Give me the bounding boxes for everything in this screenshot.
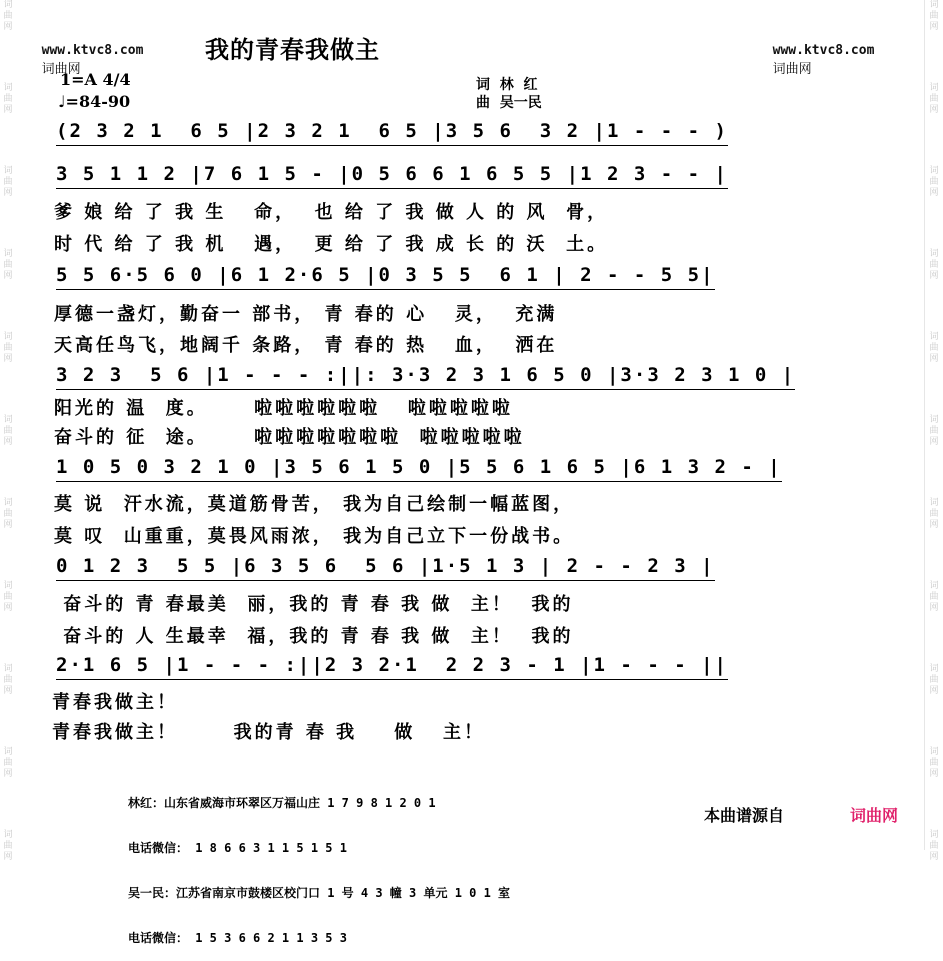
watermark-text: 词曲网 bbox=[3, 498, 13, 530]
watermark-text: 词曲网 bbox=[929, 332, 939, 364]
site-url-left-text: www.ktvc8.com bbox=[41, 43, 144, 58]
notation-row-7: 2·1 6 5 |1 - - - :||2 3 2·1 2 2 3 - 1 |1 - - - || bbox=[56, 654, 728, 680]
watermark-text: 词曲网 bbox=[929, 83, 939, 115]
watermark-text: 词曲网 bbox=[929, 581, 939, 613]
watermark-right bbox=[927, 0, 941, 862]
watermark-text: 词曲网 bbox=[3, 747, 13, 779]
contact-line-2: 电话微信： 1 8 6 6 3 1 1 5 1 5 1 bbox=[128, 841, 347, 855]
composer-credit: 曲 吴一民 bbox=[476, 95, 542, 111]
contact-line-3: 吴一民：江苏省南京市鼓楼区校门口 1 号 4 3 幢 3 单元 1 0 1 室 bbox=[128, 886, 511, 900]
notation-row-2: 3 5 1 1 2 |7 6 1 5 - |0 5 6 6 1 6 5 5 |1 2 3 - - | bbox=[56, 163, 728, 189]
watermark-text: 词曲网 bbox=[929, 0, 939, 32]
watermark-text: 词曲网 bbox=[3, 415, 13, 447]
footer-contacts bbox=[128, 766, 510, 961]
notation-row-3: 5 5 6·5 6 0 |6 1 2·6 5 |0 3 5 5 6 1 | 2 - - 5 5| bbox=[56, 264, 715, 290]
page-divider bbox=[924, 0, 925, 850]
lyric-line-10: 奋斗的 人 生最幸 福，我的 青 春 我 做 主！ 我的 bbox=[54, 626, 574, 647]
key-signature: 1=A 4/4 bbox=[60, 70, 131, 89]
watermark-text: 词曲网 bbox=[929, 166, 939, 198]
lyric-line-6: 奋斗的 征 途。 啦啦啦啦啦啦啦 啦啦啦啦啦 bbox=[54, 427, 525, 448]
watermark-text: 词曲网 bbox=[3, 83, 13, 115]
watermark-text: 词曲网 bbox=[929, 415, 939, 447]
watermark-text: 词曲网 bbox=[3, 830, 13, 862]
lyric-line-9: 奋斗的 青 春最美 丽，我的 青 春 我 做 主！ 我的 bbox=[54, 594, 574, 615]
source-site-link[interactable]: 词曲网 bbox=[850, 806, 899, 825]
notation-row-1: (2 3 2 1 6 5 |2 3 2 1 6 5 |3 5 6 3 2 |1 - - - ) bbox=[56, 120, 728, 146]
tempo-marking: ♩=84-90 bbox=[58, 92, 131, 111]
lyric-line-12: 青春我做主！ 我的青 春 我 做 主！ bbox=[52, 722, 485, 743]
site-url-right[interactable] bbox=[757, 28, 874, 77]
watermark-text: 词曲网 bbox=[929, 249, 939, 281]
source-label: 本曲谱源自 bbox=[704, 806, 785, 825]
notation-row-6: 0 1 2 3 5 5 |6 3 5 6 5 6 |1·5 1 3 | 2 - - 2 3 | bbox=[56, 555, 715, 581]
contact-line-4: 电话微信： 1 5 3 6 6 2 1 1 3 5 3 bbox=[128, 931, 347, 945]
site-name-right: 词曲网 bbox=[772, 62, 812, 77]
watermark-text: 词曲网 bbox=[3, 0, 13, 32]
site-name-left: 词曲网 bbox=[41, 62, 81, 77]
lyric-line-7: 莫 说 汗水流，莫道筋骨苦， 我为自己绘制一幅蓝图， bbox=[54, 494, 575, 515]
watermark-text: 词曲网 bbox=[3, 166, 13, 198]
watermark-text: 词曲网 bbox=[929, 747, 939, 779]
notation-row-5: 1 0 5 0 3 2 1 0 |3 5 6 1 5 0 |5 5 6 1 6 5 |6 1 3 2 - | bbox=[56, 456, 782, 482]
lyricist-credit: 词 林 红 bbox=[476, 77, 538, 93]
notation-row-4: 3 2 3 5 6 |1 - - - :||: 3·3 2 3 1 6 5 0 |3·3 2 3 1 0 | bbox=[56, 364, 795, 390]
watermark-text: 词曲网 bbox=[929, 664, 939, 696]
watermark-text: 词曲网 bbox=[929, 830, 939, 862]
lyric-line-2: 时 代 给 了 我 机 遇， 更 给 了 我 成 长 的 沃 土。 bbox=[54, 234, 609, 255]
page-title: 我的青春我做主 bbox=[205, 35, 380, 64]
site-url-right-text: www.ktvc8.com bbox=[772, 43, 875, 58]
contact-line-1: 林红：山东省威海市环翠区万福山庄 1 7 9 8 1 2 0 1 bbox=[128, 796, 436, 810]
watermark-text: 词曲网 bbox=[3, 332, 13, 364]
lyric-line-8: 莫 叹 山重重，莫畏风雨浓， 我为自己立下一份战书。 bbox=[54, 526, 575, 547]
lyric-line-3: 厚德一盏灯，勤奋一 部书， 青 春的 心 灵， 充满 bbox=[54, 304, 558, 325]
watermark-text: 词曲网 bbox=[3, 249, 13, 281]
lyric-line-5: 阳光的 温 度。 啦啦啦啦啦啦 啦啦啦啦啦 bbox=[54, 398, 513, 419]
watermark-text: 词曲网 bbox=[929, 498, 939, 530]
watermark-left bbox=[1, 0, 15, 862]
watermark-text: 词曲网 bbox=[3, 581, 13, 613]
lyric-line-11: 青春我做主！ bbox=[52, 692, 178, 713]
lyric-line-4: 天高任鸟飞，地阔千 条路， 青 春的 热 血， 洒在 bbox=[54, 335, 558, 356]
watermark-text: 词曲网 bbox=[3, 664, 13, 696]
lyric-line-1: 爹 娘 给 了 我 生 命， 也 给 了 我 做 人 的 风 骨， bbox=[54, 202, 609, 223]
